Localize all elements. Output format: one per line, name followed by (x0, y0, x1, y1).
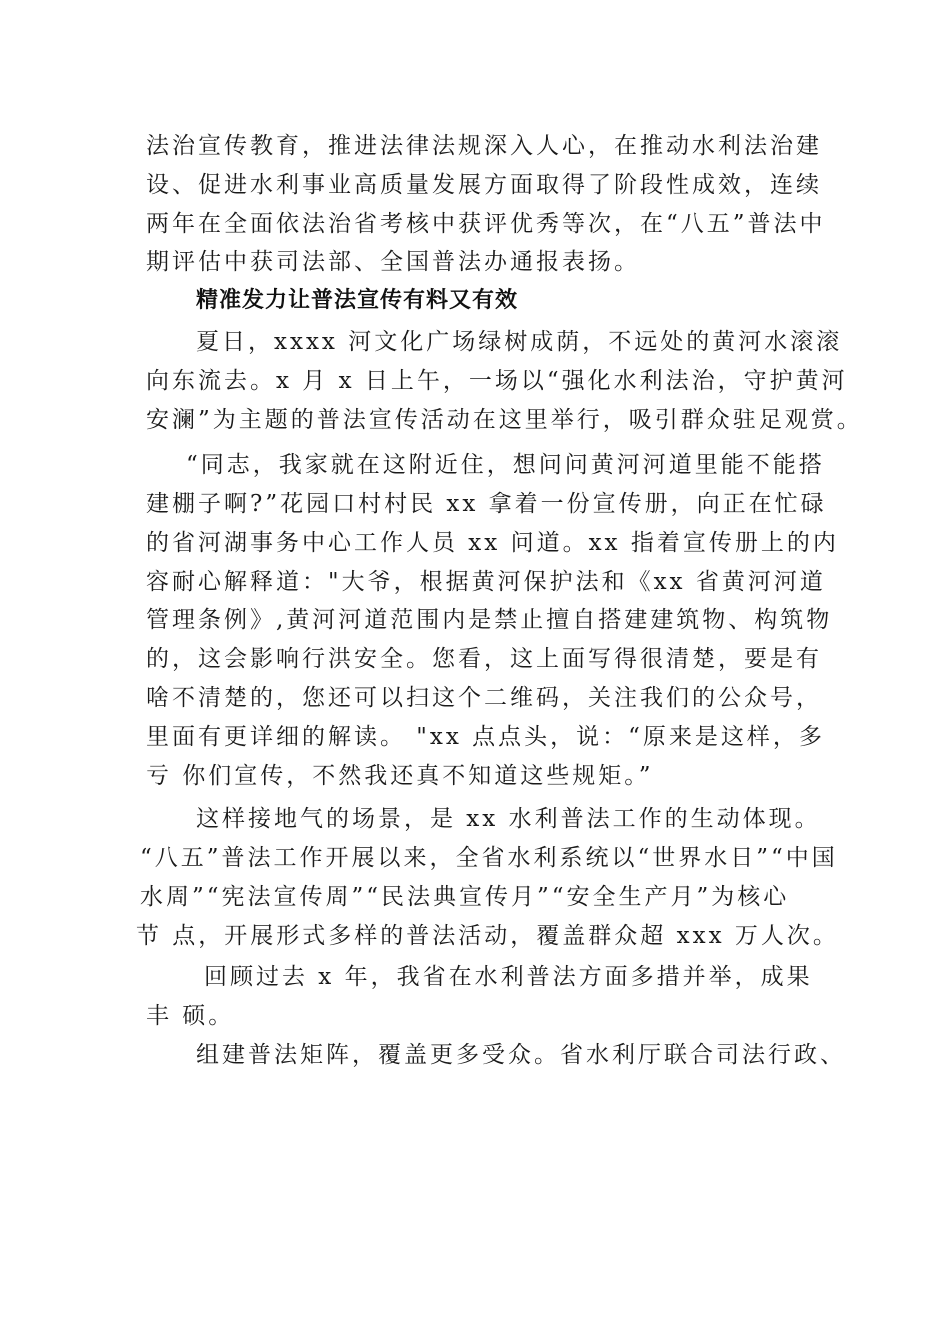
paragraph-line: “同志，我家就在这附近住，想问问黄河河道里能不能搭 (186, 452, 825, 478)
paragraph-line: 节 点，开展形式多样的普法活动，覆盖群众超 xxx 万人次。 (136, 923, 839, 949)
paragraph-line: 安澜”为主题的普法宣传活动在这里举行，吸引群众驻足观赏。 (146, 407, 863, 433)
paragraph-line: 法治宣传教育，推进法律法规深入人心，在推动水利法治建 (146, 133, 822, 159)
paragraph-line: 这样接地气的场景，是 xx 水利普法工作的生动体现。 (196, 806, 821, 832)
paragraph-line: 的省河湖事务中心工作人员 xx 问道。xx 指着宣传册上的内 (146, 530, 839, 556)
paragraph-line: 亏 你们宣传，不然我还真不知道这些规矩。” (146, 763, 654, 789)
paragraph-line: 两年在全面依法治省考核中获评优秀等次，在“八五”普法中 (146, 211, 826, 237)
paragraph-line: 容耐心解释道："大爷，根据黄河保护法和《xx 省黄河河道 (146, 569, 826, 595)
paragraph-line: 向东流去。x 月 x 日上午，一场以“强化水利法治，守护黄河 (146, 368, 848, 394)
paragraph-line: 管理条例》,黄河河道范围内是禁止擅自搭建建筑物、构筑物 (146, 607, 833, 633)
paragraph-line: 里面有更详细的解读。 "xx 点点头，说：“原来是这样，多 (146, 724, 825, 750)
paragraph-line: 回顾过去 x 年，我省在水利普法方面多措并举，成果 (204, 964, 813, 990)
paragraph-line: 啥不清楚的，您还可以扫这个二维码，关注我们的公众号， (146, 685, 822, 711)
paragraph-line: 期评估中获司法部、全国普法办通报表扬。 (146, 249, 640, 275)
paragraph-line: “八五”普法工作开展以来，全省水利系统以“世界水日”“中国 (140, 845, 838, 871)
section-heading: 精准发力让普法宣传有料又有效 (196, 288, 519, 313)
paragraph-line: 建棚子啊?”花园口村村民 xx 拿着一份宣传册，向正在忙碌 (146, 491, 827, 517)
paragraph-line: 夏日，xxxx 河文化广场绿树成荫，不远处的黄河水滚滚 (196, 329, 843, 355)
paragraph-line: 丰 硕。 (146, 1003, 235, 1029)
paragraph-line: 设、促进水利事业高质量发展方面取得了阶段性成效，连续 (146, 172, 822, 198)
paragraph-line: 的，这会影响行洪安全。您看，这上面写得很清楚，要是有 (146, 646, 822, 672)
paragraph-line: 组建普法矩阵，覆盖更多受众。省水利厅联合司法行政、 (196, 1042, 846, 1068)
paragraph-line: 水周”“宪法宣传周”“民法典宣传月”“安全生产月”为核心 (140, 884, 790, 910)
